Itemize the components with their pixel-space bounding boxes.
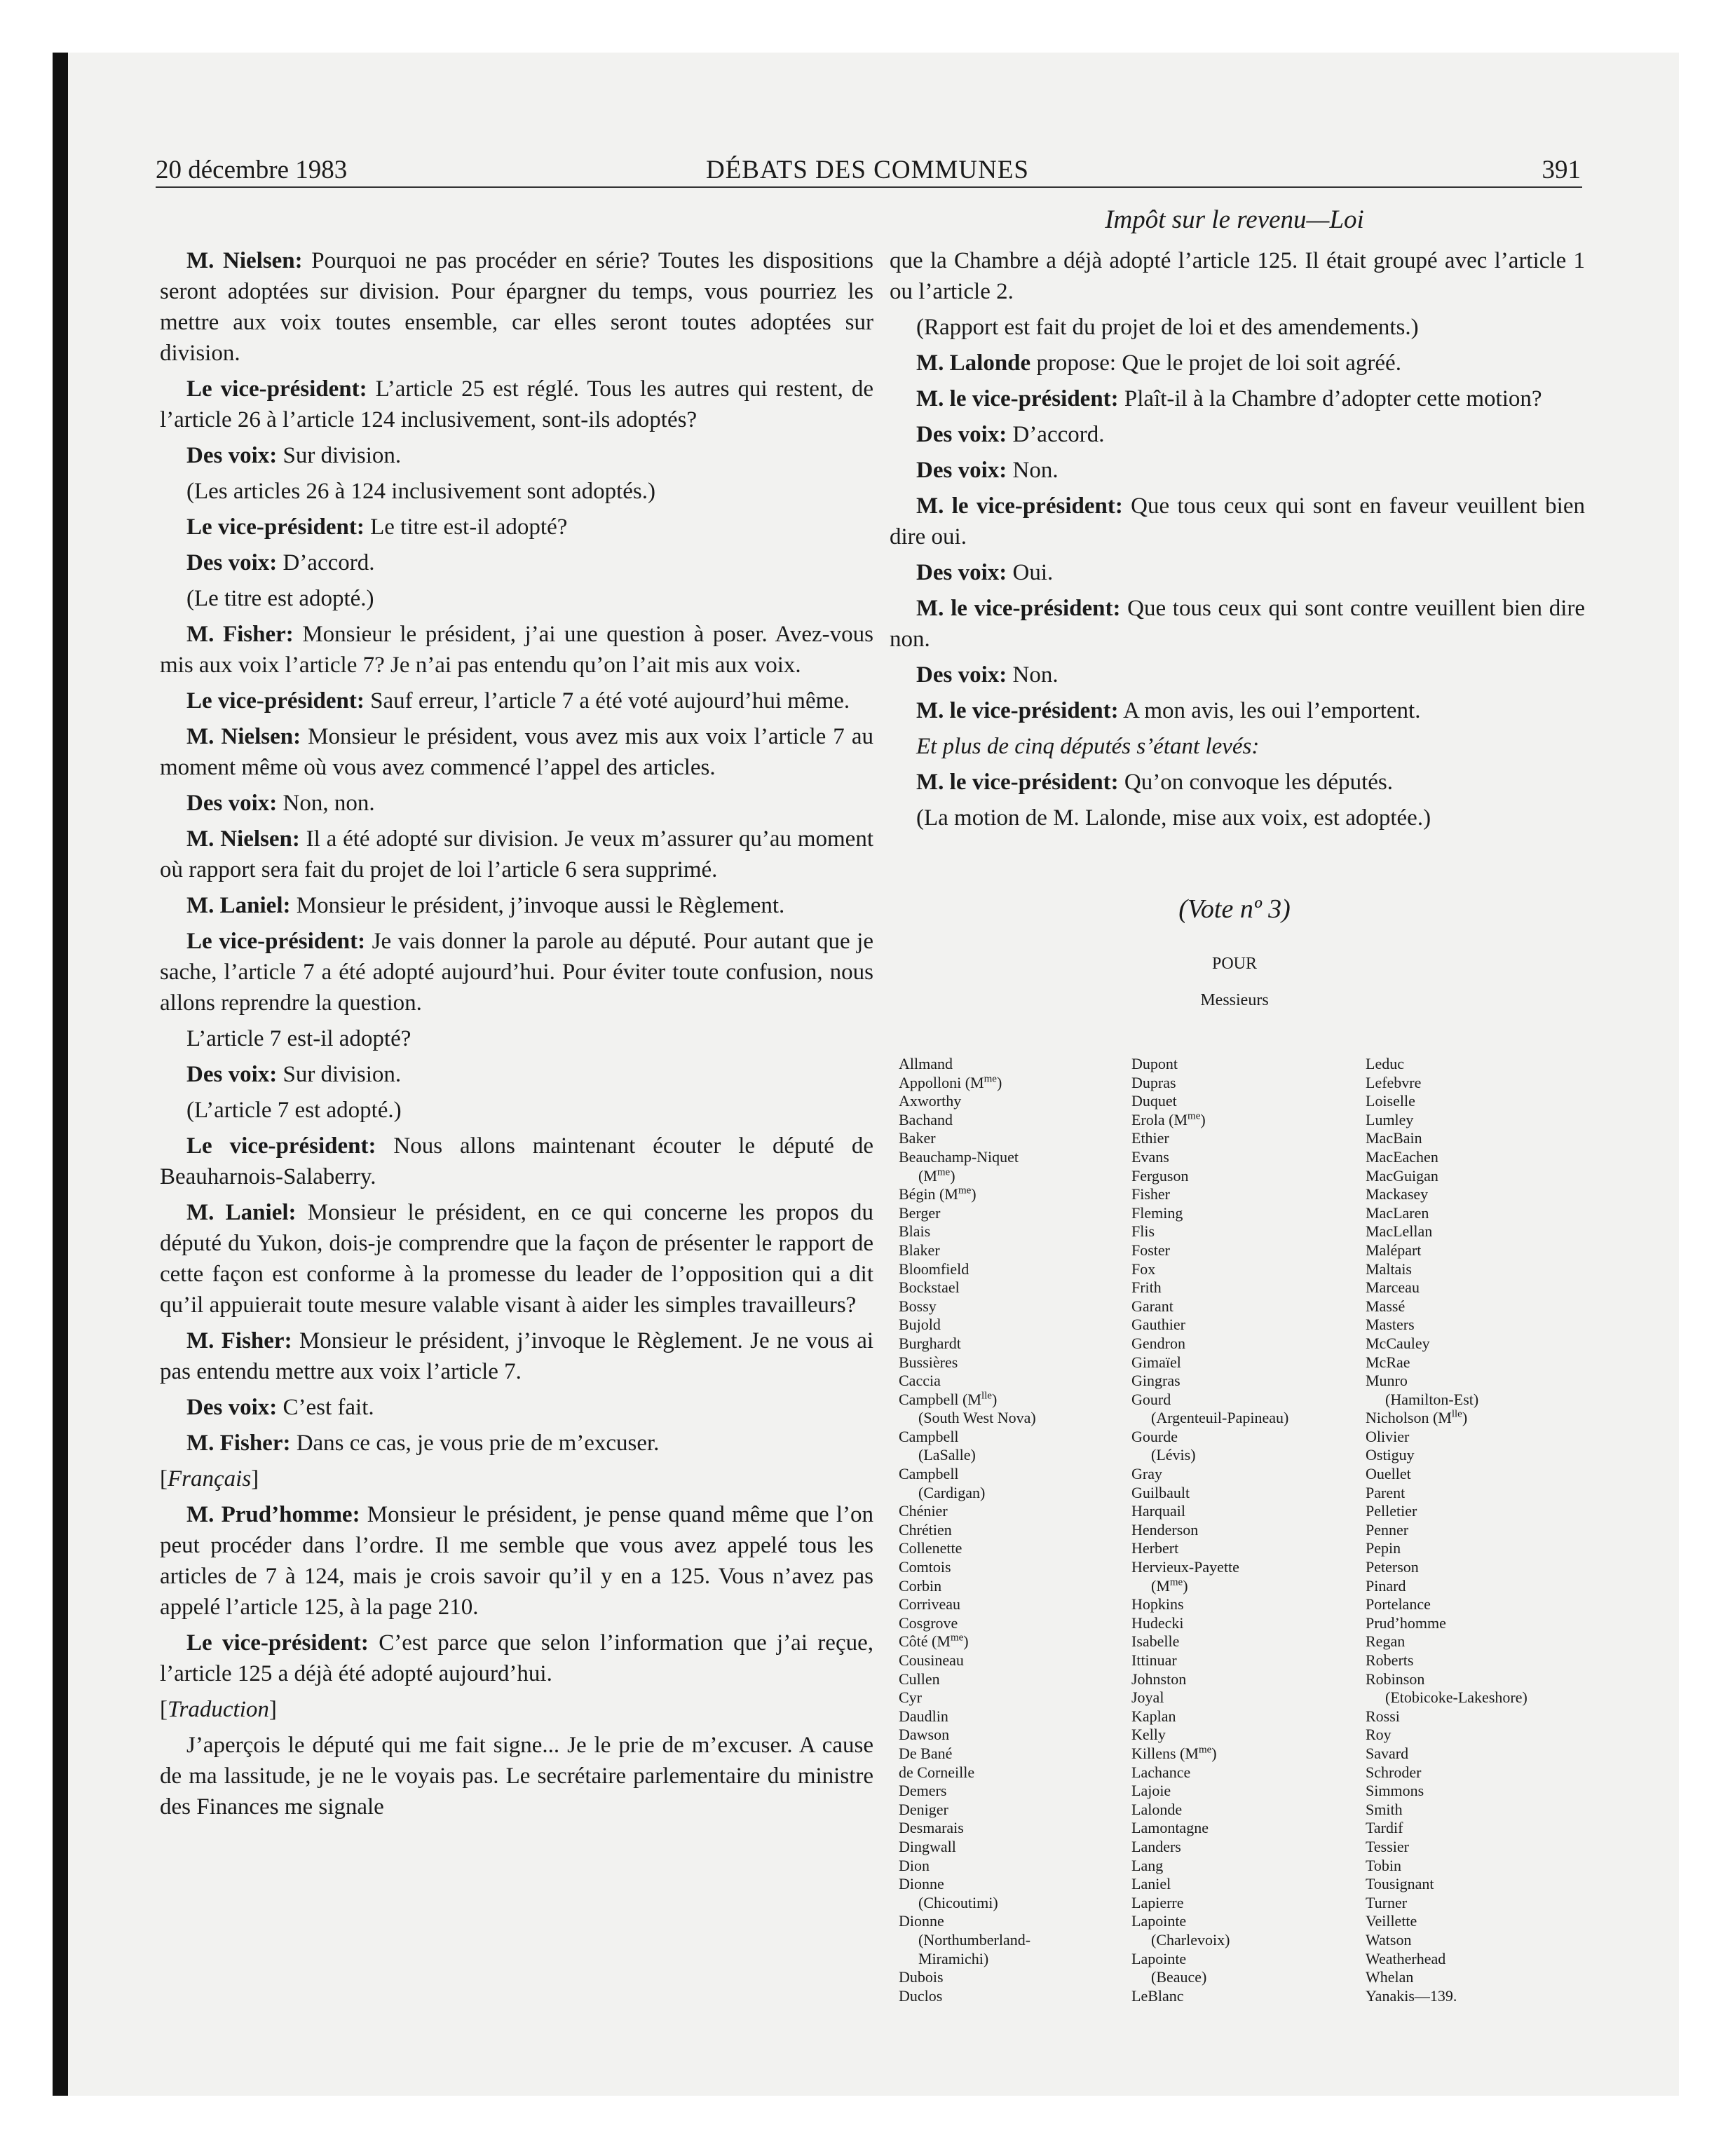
speech-text: Il a été adopté sur division. Je veux m’assurer qu’au moment où rapport sera fait du projet de loi l’article 6 sera supprimé. bbox=[160, 826, 873, 882]
member-name: (Beauce) bbox=[1151, 1968, 1207, 1986]
speaker-name: M. Nielsen: bbox=[186, 248, 303, 273]
member-name: Cyr bbox=[899, 1688, 922, 1707]
paragraph bbox=[890, 593, 1585, 655]
member-name: Lalonde bbox=[1131, 1800, 1183, 1818]
paragraph bbox=[160, 1023, 873, 1054]
member-name: Schroder bbox=[1366, 1763, 1422, 1781]
member-name: Ouellet bbox=[1366, 1465, 1411, 1483]
running-subject: Impôt sur le revenu—Loi bbox=[1105, 205, 1364, 234]
member-name: Leduc bbox=[1366, 1055, 1404, 1072]
member-name: Loiselle bbox=[1366, 1092, 1415, 1110]
paragraph bbox=[160, 890, 873, 921]
paragraph bbox=[160, 685, 873, 716]
member-name: Munro bbox=[1366, 1372, 1408, 1390]
speaker-name: Le vice-président: bbox=[186, 1630, 369, 1656]
member-name: Portelance bbox=[1366, 1595, 1431, 1613]
member-name: Dawson bbox=[899, 1726, 950, 1744]
member-name: Appolloni $(M^{me})$ bbox=[899, 1073, 1002, 1091]
speech-text: C’est parce que selon l’information que j’ai reçue, l’article 125 a déjà été adopté aujourd’hui. bbox=[160, 1630, 873, 1686]
member-name: Hopkins bbox=[1131, 1595, 1184, 1613]
member-name: Campbell $(M^{lle})$ bbox=[899, 1390, 998, 1408]
paragraph bbox=[160, 440, 873, 471]
paragraph bbox=[160, 583, 873, 614]
member-name: (Charlevoix) bbox=[1151, 1930, 1230, 1949]
member-name: Duquet bbox=[1131, 1092, 1177, 1110]
speech-text: (Rapport est fait du projet de loi et des amendements.) bbox=[916, 315, 1419, 340]
member-name: (Etobicoke-Lakeshore) bbox=[1385, 1688, 1528, 1707]
member-name: McCauley bbox=[1366, 1334, 1430, 1352]
speaker-name: Des voix: bbox=[916, 560, 1007, 585]
speech-text: (L’article 7 est adopté.) bbox=[186, 1098, 402, 1123]
vote-title: (Vote nº 3) bbox=[1178, 894, 1291, 924]
paragraph: [Français] bbox=[160, 1466, 259, 1492]
member-name: Bégin $(M^{me})$ bbox=[899, 1185, 977, 1203]
member-name: Mackasey bbox=[1366, 1185, 1429, 1203]
member-name: Peterson bbox=[1366, 1558, 1419, 1576]
paragraph bbox=[890, 767, 1585, 798]
member-name: Lachance bbox=[1131, 1763, 1191, 1781]
member-name: Evans bbox=[1131, 1147, 1169, 1166]
member-name: de Corneille bbox=[899, 1763, 975, 1781]
speaker-name: Le vice-président: bbox=[186, 929, 366, 954]
member-name: Demers bbox=[899, 1782, 947, 1800]
speech-text: Qu’on convoque les députés. bbox=[1118, 770, 1393, 795]
member-name: Dubois bbox=[899, 1968, 944, 1986]
speech-text: L’article 25 est réglé. Tous les autres qui restent, de l’article 26 à l’article 124 inclusivement, sont-ils adoptés? bbox=[160, 376, 873, 432]
member-name: Gauthier bbox=[1131, 1316, 1185, 1334]
speech-text: Le titre est-il adopté? bbox=[364, 514, 568, 540]
member-name: Lefebvre bbox=[1366, 1073, 1422, 1091]
member-name: Laniel bbox=[1131, 1875, 1171, 1893]
member-name: Pepin bbox=[1366, 1539, 1401, 1557]
member-name: MacBain bbox=[1366, 1129, 1422, 1147]
speaker-name: M. le vice-président: bbox=[916, 596, 1121, 621]
paragraph bbox=[160, 547, 873, 578]
member-name: MacEachen bbox=[1366, 1147, 1438, 1166]
member-name: Joyal bbox=[1131, 1688, 1164, 1707]
member-name: Gingras bbox=[1131, 1372, 1181, 1390]
member-name: Cousineau bbox=[899, 1651, 964, 1669]
member-name: Harquail bbox=[1131, 1502, 1185, 1520]
member-name: Bloomfield bbox=[899, 1260, 969, 1278]
speech-text: D’accord. bbox=[277, 550, 375, 575]
member-name: Lapierre bbox=[1131, 1893, 1184, 1911]
member-name: Penner bbox=[1366, 1520, 1409, 1538]
paragraph bbox=[890, 660, 1585, 690]
member-name: Chénier bbox=[899, 1502, 948, 1520]
names-column-1 bbox=[899, 1055, 1130, 2005]
member-name: Allmand bbox=[899, 1055, 953, 1072]
paragraph bbox=[160, 245, 873, 369]
member-name: Frith bbox=[1131, 1278, 1162, 1297]
speaker-name: M. Fisher: bbox=[186, 1328, 292, 1353]
member-name: Tobin bbox=[1366, 1856, 1402, 1874]
member-name: Ostiguy bbox=[1366, 1446, 1415, 1464]
paragraph bbox=[160, 1730, 873, 1822]
speech-text: Monsieur le président, en ce qui concerne les propos du député du Yukon, dois-je comprendre que la façon de présenter le rapport de cette façon est conforme à la promesse du leader de l’opposition qui a dit qu’il appuierait toute mesure valable visant à aider les simples travailleurs? bbox=[160, 1200, 873, 1318]
member-name: (Lévis) bbox=[1151, 1446, 1196, 1464]
paragraph bbox=[890, 695, 1585, 726]
header-date: 20 décembre 1983 bbox=[156, 156, 348, 184]
member-name: Comtois bbox=[899, 1558, 951, 1576]
member-name: Lang bbox=[1131, 1856, 1164, 1874]
vote-side: POUR bbox=[1211, 955, 1258, 973]
right-column bbox=[890, 245, 1585, 838]
paragraph bbox=[160, 1392, 873, 1423]
member-name: Tardif bbox=[1366, 1819, 1403, 1837]
language-marker: Français bbox=[168, 1466, 252, 1492]
speech-text: Et plus de cinq députés s’étant levés: bbox=[916, 734, 1260, 759]
speech-text: Dans ce cas, je vous prie de m’excuser. bbox=[290, 1431, 660, 1456]
speech-text: Sur division. bbox=[277, 1062, 402, 1087]
member-name: Killens $(M^{me})$ bbox=[1131, 1744, 1217, 1762]
paragraph bbox=[160, 1095, 873, 1126]
member-name: Fox bbox=[1131, 1260, 1156, 1278]
member-name: Tessier bbox=[1366, 1837, 1409, 1855]
paragraph bbox=[160, 476, 873, 507]
member-name: Dingwall bbox=[899, 1837, 956, 1855]
member-name: Baker bbox=[899, 1129, 936, 1147]
names-column-3 bbox=[1366, 1055, 1597, 2005]
speech-text: Oui. bbox=[1007, 560, 1054, 585]
member-name: Côté $(M^{me})$ bbox=[899, 1632, 969, 1651]
speaker-name: Des voix: bbox=[916, 422, 1007, 447]
language-marker: Traduction bbox=[168, 1697, 269, 1722]
speaker-name: Des voix: bbox=[186, 1395, 278, 1420]
member-name: Gourd bbox=[1131, 1390, 1171, 1408]
paragraph bbox=[160, 1131, 873, 1192]
member-name: Maltais bbox=[1366, 1260, 1412, 1278]
paragraph bbox=[890, 348, 1585, 378]
member-name: Rossi bbox=[1366, 1707, 1400, 1725]
member-name: Desmarais bbox=[899, 1819, 964, 1837]
speaker-name: M. Laniel: bbox=[186, 893, 291, 918]
member-name: (Argenteuil-Papineau) bbox=[1151, 1409, 1289, 1427]
member-name: Lajoie bbox=[1131, 1782, 1171, 1800]
member-name: Collenette bbox=[899, 1539, 962, 1557]
member-name: MacGuigan bbox=[1366, 1166, 1438, 1185]
member-name: Robinson bbox=[1366, 1670, 1425, 1688]
speaker-name: Le vice-président: bbox=[186, 514, 365, 540]
member-name: Flis bbox=[1131, 1222, 1155, 1241]
speech-text: Nous allons maintenant écouter le député de Beauharnois-Salaberry. bbox=[160, 1133, 873, 1189]
header-title: DÉBATS DES COMMUNES bbox=[705, 156, 1029, 184]
paragraph: [Traduction] bbox=[160, 1697, 277, 1722]
speech-text: Non. bbox=[1007, 662, 1059, 688]
member-name: Johnston bbox=[1131, 1670, 1187, 1688]
paragraph bbox=[160, 824, 873, 885]
member-name: Bussières bbox=[899, 1353, 958, 1371]
member-name: Daudlin bbox=[899, 1707, 948, 1725]
member-name: Hervieux-Payette bbox=[1131, 1558, 1239, 1576]
member-name: Cosgrove bbox=[899, 1613, 958, 1632]
speech-text: Que tous ceux qui sont en faveur veuillent bien dire oui. bbox=[890, 493, 1585, 550]
member-name: Turner bbox=[1366, 1893, 1408, 1911]
speaker-name: Le vice-président: bbox=[186, 376, 367, 402]
member-name: Axworthy bbox=[899, 1092, 962, 1110]
speech-text: Pourquoi ne pas procéder en série? Toutes les dispositions seront adoptées sur division. Pour épargner du temps, vous pourriez les mettre aux voix toutes ensemble, car elles seront toutes adoptées sur division. bbox=[160, 248, 873, 366]
member-name: Pelletier bbox=[1366, 1502, 1417, 1520]
member-name: Weatherhead bbox=[1366, 1949, 1446, 1967]
paragraph bbox=[160, 926, 873, 1018]
member-name: Prud’homme bbox=[1366, 1613, 1446, 1632]
speech-text: D’accord. bbox=[1007, 422, 1105, 447]
paragraph bbox=[890, 419, 1585, 450]
paragraph bbox=[890, 245, 1585, 307]
member-name: Dion bbox=[899, 1856, 930, 1874]
paragraph bbox=[160, 1059, 873, 1090]
page-number: 391 bbox=[1542, 156, 1581, 184]
member-name: Deniger bbox=[899, 1800, 948, 1818]
speaker-name: Des voix: bbox=[186, 791, 278, 816]
member-name: $(M^{me})$ bbox=[918, 1166, 955, 1185]
member-name: Burghardt bbox=[899, 1334, 961, 1352]
member-name: Veillette bbox=[1366, 1912, 1417, 1930]
paragraph bbox=[160, 1197, 873, 1321]
speaker-name: M. Lalonde bbox=[916, 350, 1031, 376]
speaker-name: M. Fisher: bbox=[186, 622, 294, 647]
member-name: Bossy bbox=[899, 1297, 937, 1315]
paragraph bbox=[160, 512, 873, 543]
speech-text: propose: Que le projet de loi soit agréé. bbox=[1030, 350, 1401, 376]
paragraph bbox=[890, 803, 1585, 833]
member-name: (Northumberland- bbox=[918, 1930, 1031, 1949]
speech-text: L’article 7 est-il adopté? bbox=[186, 1026, 411, 1051]
member-name: Miramichi) bbox=[918, 1949, 989, 1967]
speech-text: Monsieur le président, j’invoque le Règlement. Je ne vous ai pas entendu mettre aux voix l’article 7. bbox=[160, 1328, 874, 1384]
member-name: Savard bbox=[1366, 1744, 1409, 1762]
member-name: Foster bbox=[1131, 1241, 1170, 1259]
speech-text: (Le titre est adopté.) bbox=[186, 586, 374, 611]
speech-text: Plaît-il à la Chambre d’adopter cette motion? bbox=[1118, 386, 1542, 411]
paragraph bbox=[890, 312, 1585, 343]
speech-text: Que tous ceux qui sont contre veuillent bien dire non. bbox=[890, 596, 1585, 652]
member-name: Dupont bbox=[1131, 1055, 1178, 1072]
member-name: Dupras bbox=[1131, 1073, 1176, 1091]
member-name: Hudecki bbox=[1131, 1613, 1184, 1632]
member-name: MacLaren bbox=[1366, 1203, 1429, 1222]
member-name: Ittinuar bbox=[1131, 1651, 1177, 1669]
member-name: Kaplan bbox=[1131, 1707, 1176, 1725]
member-name: Bujold bbox=[899, 1316, 941, 1334]
paragraph bbox=[160, 1428, 873, 1459]
member-name: Simmons bbox=[1366, 1782, 1424, 1800]
member-name: Lamontagne bbox=[1131, 1819, 1209, 1837]
member-name: Campbell bbox=[899, 1465, 959, 1483]
speech-text: Non. bbox=[1007, 458, 1059, 483]
member-name: Caccia bbox=[899, 1372, 941, 1390]
speech-text: Je vais donner la parole au député. Pour autant que je sache, l’article 7 a été adopté aujourd’hui. Pour éviter toute confusion, nous allons reprendre la question. bbox=[160, 929, 873, 1016]
member-name: Henderson bbox=[1131, 1520, 1199, 1538]
member-name: Cullen bbox=[899, 1670, 940, 1688]
speaker-name: Des voix: bbox=[186, 443, 278, 468]
paragraph bbox=[890, 557, 1585, 588]
member-name: (South West Nova) bbox=[918, 1409, 1036, 1427]
member-name: McRae bbox=[1366, 1353, 1410, 1371]
speech-text: A mon avis, les oui l’emportent. bbox=[1118, 698, 1421, 723]
vote-group: Messieurs bbox=[1200, 991, 1269, 1009]
member-name: Olivier bbox=[1366, 1427, 1410, 1445]
paragraph bbox=[160, 788, 873, 819]
member-name: Guilbault bbox=[1131, 1483, 1190, 1501]
speaker-name: M. Prud’homme: bbox=[186, 1502, 360, 1527]
member-name: Ferguson bbox=[1131, 1166, 1189, 1185]
speech-text: Monsieur le président, j’ai une question à poser. Avez-vous mis aux voix l’article 7? Je n’ai pas entendu qu’on l’ait mis aux voix. bbox=[160, 622, 873, 678]
member-name: Dionne bbox=[899, 1912, 944, 1930]
member-name: Whelan bbox=[1366, 1968, 1414, 1986]
member-name: Isabelle bbox=[1131, 1632, 1180, 1651]
speaker-name: Le vice-président: bbox=[186, 1133, 376, 1159]
member-name: Duclos bbox=[899, 1986, 943, 2005]
member-name: Lapointe bbox=[1131, 1949, 1187, 1967]
member-name: Parent bbox=[1366, 1483, 1406, 1501]
member-name: Tousignant bbox=[1366, 1875, 1434, 1893]
speaker-name: Le vice-président: bbox=[186, 688, 365, 714]
member-name: $(M^{me})$ bbox=[1151, 1576, 1188, 1595]
paragraph bbox=[160, 1499, 873, 1623]
member-name: Herbert bbox=[1131, 1539, 1179, 1557]
member-name: Blais bbox=[899, 1222, 931, 1241]
member-name: Ethier bbox=[1131, 1129, 1169, 1147]
paragraph bbox=[890, 731, 1585, 762]
member-name: Berger bbox=[899, 1203, 941, 1222]
names-column-2 bbox=[1131, 1055, 1363, 2005]
member-name: Gimaïel bbox=[1131, 1353, 1181, 1371]
member-name: Corbin bbox=[899, 1576, 942, 1595]
member-name: Regan bbox=[1366, 1632, 1406, 1651]
scan-edge bbox=[53, 53, 68, 2096]
member-name: Masters bbox=[1366, 1316, 1415, 1334]
paragraph bbox=[160, 721, 873, 783]
member-name: Lapointe bbox=[1131, 1912, 1187, 1930]
paragraph bbox=[890, 455, 1585, 486]
member-name: De Bané bbox=[899, 1744, 953, 1762]
speech-text: Monsieur le président, j’invoque aussi le Règlement. bbox=[290, 893, 785, 918]
paragraph bbox=[160, 374, 873, 435]
member-name: (Cardigan) bbox=[918, 1483, 986, 1501]
speech-text: Sauf erreur, l’article 7 a été voté aujourd’hui même. bbox=[364, 688, 850, 714]
member-name: Gourde bbox=[1131, 1427, 1178, 1445]
paragraph bbox=[160, 1628, 873, 1689]
paragraph bbox=[160, 1325, 873, 1387]
member-name: Nicholson $(M^{lle})$ bbox=[1366, 1408, 1468, 1427]
speaker-name: M. Nielsen: bbox=[186, 724, 301, 749]
left-column bbox=[160, 245, 873, 1827]
member-name: Fleming bbox=[1131, 1203, 1183, 1222]
speaker-name: M. Laniel: bbox=[186, 1200, 297, 1225]
speech-text: J’aperçois le député qui me fait signe... Je le prie de m’excuser. A cause de ma lassitude, je ne le voyais pas. Le secrétaire parlementaire du ministre des Finances me signale bbox=[160, 1733, 873, 1820]
speech-text: Non, non. bbox=[277, 791, 375, 816]
speech-text: C’est fait. bbox=[277, 1395, 374, 1420]
member-name: (LaSalle) bbox=[918, 1446, 976, 1464]
member-name: Yanakis—139. bbox=[1366, 1986, 1457, 2005]
speech-text: que la Chambre a déjà adopté l’article 125. Il était groupé avec l’article 1 ou l’article 2. bbox=[890, 248, 1585, 304]
member-name: (Chicoutimi) bbox=[918, 1893, 998, 1911]
member-name: MacLellan bbox=[1366, 1222, 1433, 1241]
speech-text: Monsieur le président, je pense quand même que l’on peut procéder dans l’ordre. Il me semble que vous avez appelé tous les articles de 7 à 124, mais je crois savoir qu’il y en a 125. Vous n’avez pas appelé l’article 125, à la page 210. bbox=[160, 1502, 873, 1620]
member-name: Roberts bbox=[1366, 1651, 1414, 1669]
member-name: LeBlanc bbox=[1131, 1986, 1184, 2005]
member-name: Gendron bbox=[1131, 1334, 1185, 1352]
speaker-name: M. Nielsen: bbox=[186, 826, 300, 852]
speaker-name: M. le vice-président: bbox=[916, 770, 1119, 795]
member-name: Marceau bbox=[1366, 1278, 1420, 1297]
member-name: Erola $(M^{me})$ bbox=[1131, 1110, 1206, 1128]
speaker-name: Des voix: bbox=[916, 662, 1007, 688]
member-name: Landers bbox=[1131, 1837, 1181, 1855]
member-name: Massé bbox=[1366, 1297, 1406, 1315]
member-name: Bockstael bbox=[899, 1278, 960, 1297]
speaker-name: Des voix: bbox=[916, 458, 1007, 483]
member-name: Chrétien bbox=[899, 1520, 952, 1538]
member-name: Beauchamp-Niquet bbox=[899, 1147, 1019, 1166]
member-name: Garant bbox=[1131, 1297, 1173, 1315]
member-name: (Hamilton-Est) bbox=[1385, 1390, 1479, 1408]
speaker-name: M. le vice-président: bbox=[916, 493, 1123, 519]
member-name: Campbell bbox=[899, 1427, 959, 1445]
speaker-name: Des voix: bbox=[186, 1062, 278, 1087]
member-name: Malépart bbox=[1366, 1241, 1422, 1259]
speaker-name: M. Fisher: bbox=[186, 1431, 291, 1456]
speech-text: (Les articles 26 à 124 inclusivement sont adoptés.) bbox=[186, 479, 655, 504]
speaker-name: Des voix: bbox=[186, 550, 278, 575]
member-name: Smith bbox=[1366, 1800, 1403, 1818]
speaker-name: M. le vice-président: bbox=[916, 386, 1119, 411]
paragraph bbox=[890, 491, 1585, 552]
member-name: Gray bbox=[1131, 1465, 1162, 1483]
speech-text: Monsieur le président, vous avez mis aux voix l’article 7 au moment même où vous avez commencé l’appel des articles. bbox=[160, 724, 873, 780]
member-name: Bachand bbox=[899, 1110, 953, 1128]
member-name: Watson bbox=[1366, 1930, 1412, 1949]
header-rule bbox=[156, 186, 1582, 188]
member-name: Lumley bbox=[1366, 1110, 1414, 1128]
member-name: Fisher bbox=[1131, 1185, 1170, 1203]
member-name: Corriveau bbox=[899, 1595, 960, 1613]
speech-text: Sur division. bbox=[277, 443, 402, 468]
paragraph bbox=[890, 383, 1585, 414]
paragraph bbox=[160, 619, 873, 681]
speaker-name: M. le vice-président: bbox=[916, 698, 1119, 723]
member-name: Kelly bbox=[1131, 1726, 1166, 1744]
member-name: Dionne bbox=[899, 1875, 944, 1893]
member-name: Pinard bbox=[1366, 1576, 1406, 1595]
member-name: Roy bbox=[1366, 1726, 1392, 1744]
speech-text: (La motion de M. Lalonde, mise aux voix, est adoptée.) bbox=[916, 805, 1431, 831]
member-name: Blaker bbox=[899, 1241, 940, 1259]
